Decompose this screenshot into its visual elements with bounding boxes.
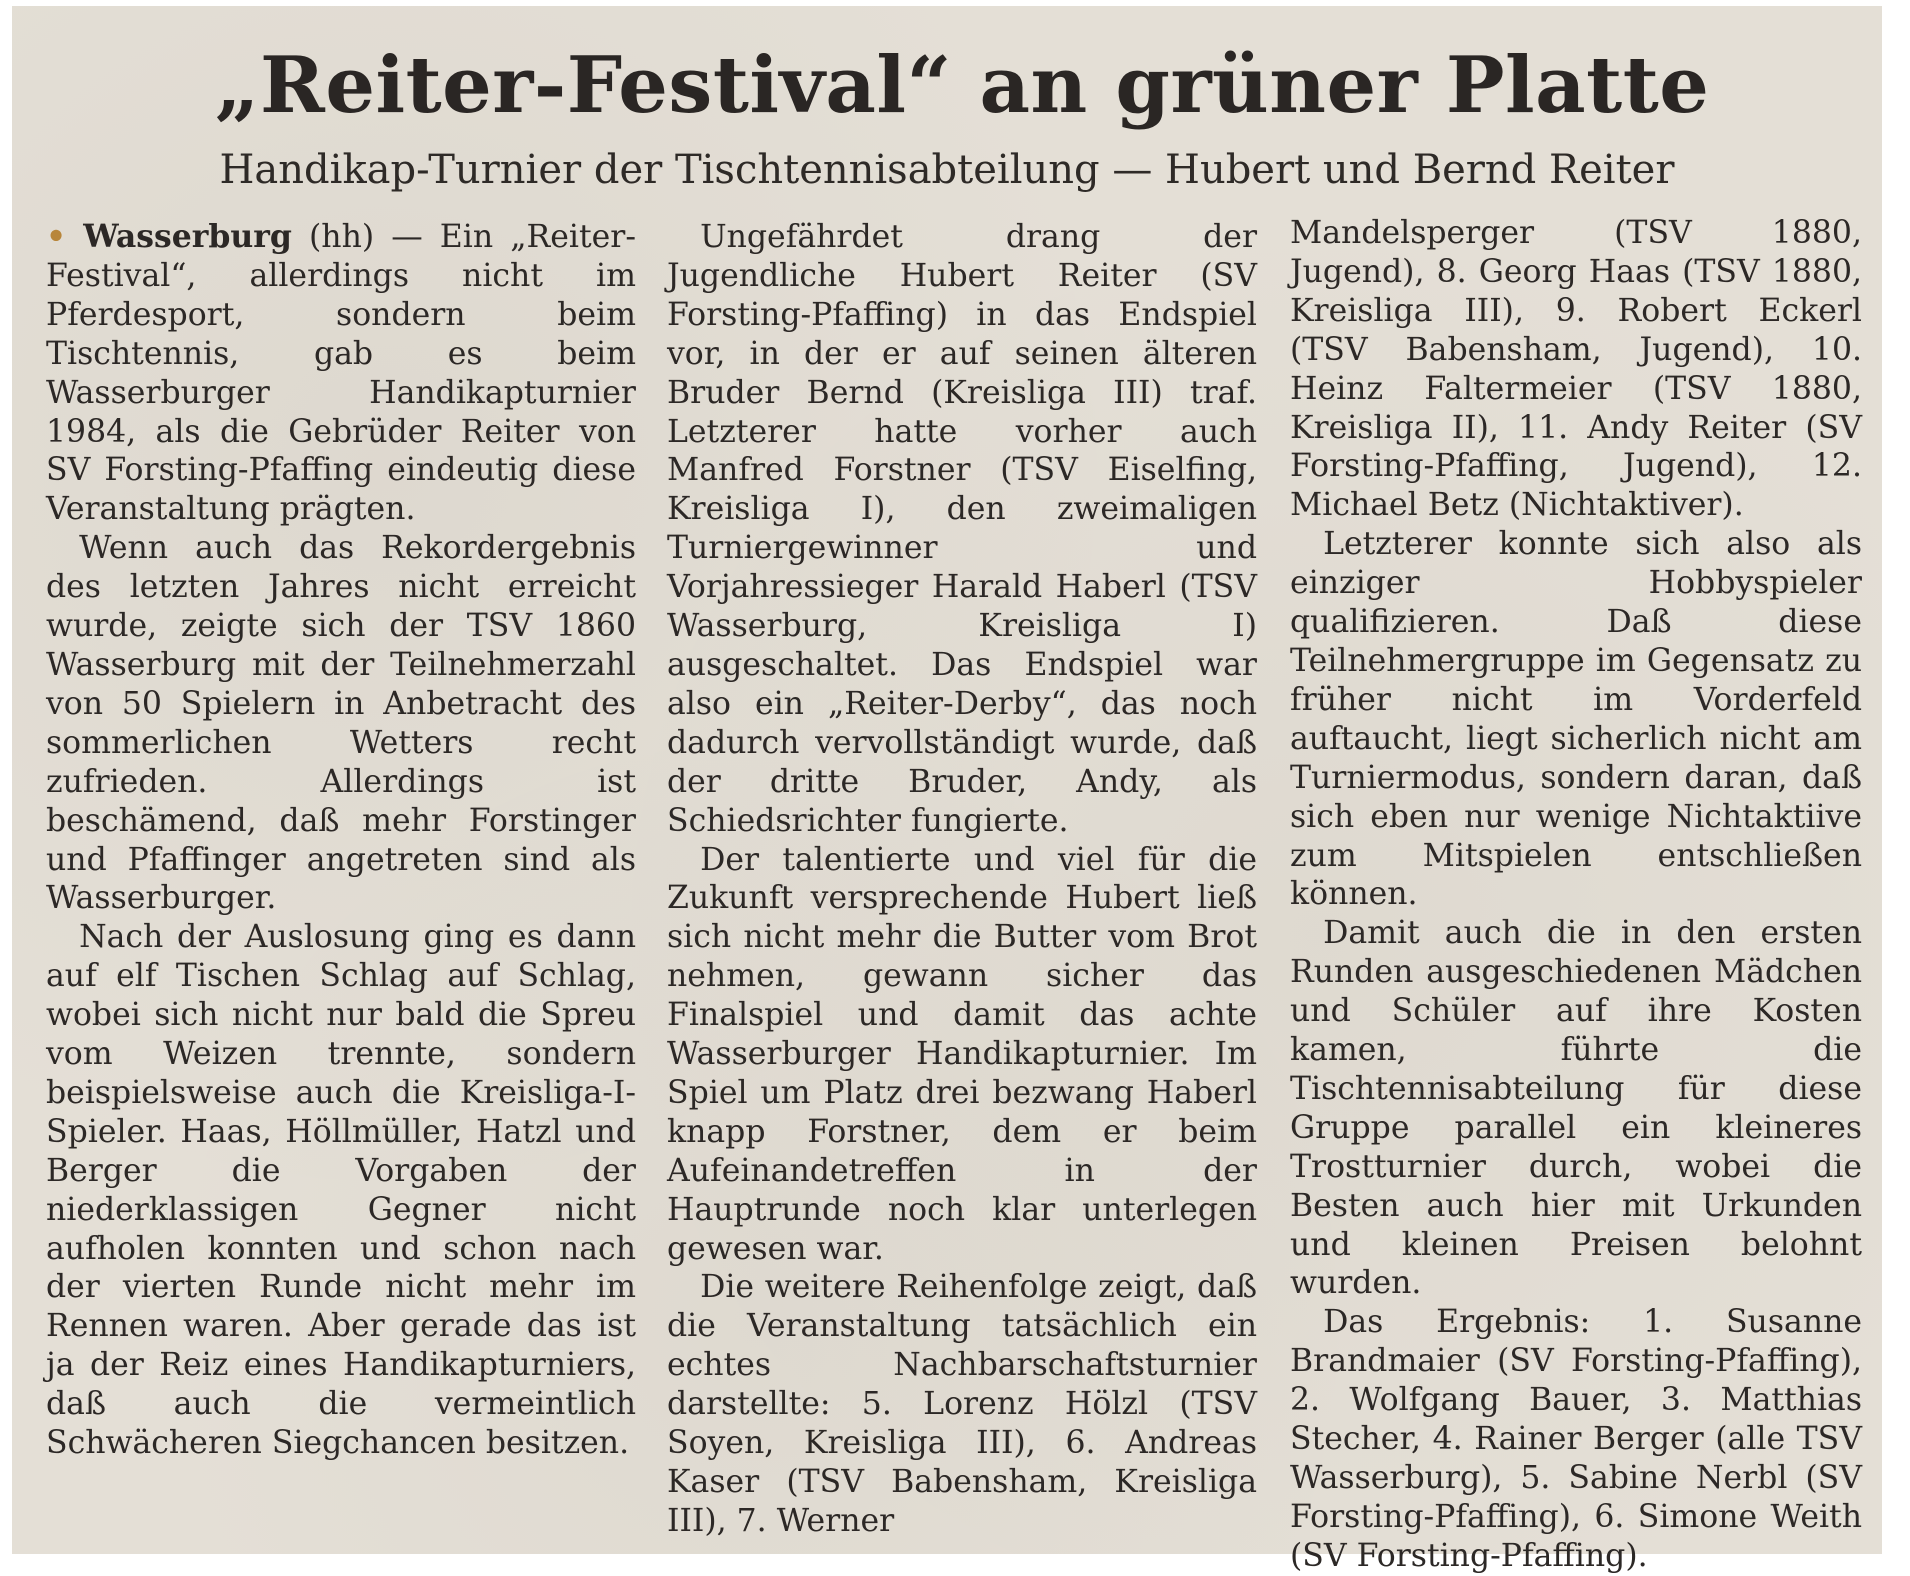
paragraph: Ungefährdet drang der Jugendliche Hubert Reiter (SV Forsting-Pfaffing) in das Endspiel vor, in der er auf seinen älteren Bruder Bernd (Kreisliga III) traf. Letzterer hatte vorher auch Manfred Forstner (TSV Eiselfing, Kreisliga I), den zweimaligen Turniergewinner und Vorjahressieger Harald Haberl (TSV Wasserburg, Kreisliga I) ausgeschaltet. Das Endspiel war also ein „Reiter-Derby“, das noch dadurch vervollständigt wurde, daß der dritte Bruder, Andy, als Schiedsrichter fungierte. — [667, 219, 1257, 839]
paragraph — [46, 218, 636, 529]
paragraph: Wenn auch das Rekordergebnis des letzten Jahres nicht erreicht wurde, zeigte sich der TSV 1860 Wasserburg mit der Teilnehmerzahl von 50 Spielern in Anbetracht des sommerlichen Wetters recht zufrieden. Allerdings ist beschämend, daß mehr Forstinger und Pfaffinger angetreten sind als Wasserburger. — [46, 530, 636, 917]
subheadline: Handikap-Turnier der Tischtennisabteilung — Hubert und Bernd Reiter — [219, 147, 1675, 193]
article-column-3 — [1290, 214, 1862, 1576]
headline: „Reiter-Festival“ an grüner Platte — [214, 40, 1710, 131]
dateline: Wasserburg — [83, 218, 292, 255]
paragraph: Nach der Auslosung ging es dann auf elf Tischen Schlag auf Schlag, wobei sich nicht nur bald die Spreu vom Weizen trennte, sondern beispielsweise auch die Kreisliga-I-Spieler. Haas, Höllmüller, Hatzl und Berger die Vorgaben der niederklassigen Gegner nicht aufholen konnten und schon nach der vierten Runde nicht mehr im Rennen waren. Aber gerade das ist ja der Reiz eines Handikapturniers, daß auch die vermeintlich Schwächeren Siegchancen besitzen. — [46, 919, 636, 1462]
paragraph: Letzterer konnte sich also als einziger Hobbyspieler qualifizieren. Daß diese Teilnehmergruppe im Gegensatz zu früher nicht im Vorderfeld auftaucht, liegt sicherlich nicht am Turniermodus, sondern daran, daß sich eben nur wenige Nichtaktiive zum Mitspielen entschließen können. — [1290, 526, 1862, 913]
newspaper-clipping — [12, 6, 1882, 1574]
article-column-2 — [667, 218, 1257, 1541]
paragraph: Das Ergebnis: 1. Susanne Brandmaier (SV Forsting-Pfaffing), 2. Wolfgang Bauer, 3. Matthias Stecher, 4. Rainer Berger (alle TSV Wasserburg), 5. Sabine Nerbl (SV Forsting-Pfaffing), 6. Simone Weith (SV Forsting-Pfaffing). — [1290, 1304, 1862, 1574]
paragraph: Damit auch die in den ersten Runden ausgeschiedenen Mädchen und Schüler auf ihre Kosten kamen, führte die Tischtennisabteilung für diese Gruppe parallel ein kleineres Trostturnier durch, wobei die Besten auch hier mit Urkunden und kleinen Preisen belohnt wurden. — [1290, 915, 1862, 1302]
bullet-dot-icon: • — [46, 218, 67, 255]
paragraph: Der talentierte und viel für die Zukunft versprechende Hubert ließ sich nicht mehr die Butter vom Brot nehmen, gewann sicher das Finalspiel und damit das achte Wasserburger Handikapturnier. Im Spiel um Platz drei bezwang Haberl knapp Forstner, dem er beim Aufeinandetreffen in der Hauptrunde noch klar unterlegen gewesen war. — [667, 841, 1257, 1267]
paragraph: Die weitere Reihenfolge zeigt, daß die Veranstaltung tatsächlich ein echtes Nachbarschaftsturnier darstellte: 5. Lorenz Hölzl (TSV Soyen, Kreisliga III), 6. Andreas Kaser (TSV Babensham, Kreisliga III), 7. Werner — [667, 1269, 1257, 1539]
paragraph-text: (hh) — Ein „Reiter-Festival“, allerdings nicht im Pferdesport, sondern beim Tischtennis, gab es beim Wasserburger Handikapturnier 1984, als die Gebrüder Reiter von SV Forsting-Pfaffing eindeutig diese Veranstaltung prägten. — [46, 219, 636, 528]
paragraph: Mandelsperger (TSV 1880, Jugend), 8. Georg Haas (TSV 1880, Kreisliga III), 9. Robert Eckerl (TSV Babensham, Jugend), 10. Heinz Faltermeier (TSV 1880, Kreisliga II), 11. Andy Reiter (SV Forsting-Pfaffing, Jugend), 12. Michael Betz (Nichtaktiver). — [1290, 215, 1862, 524]
article-column-1 — [46, 218, 636, 1463]
